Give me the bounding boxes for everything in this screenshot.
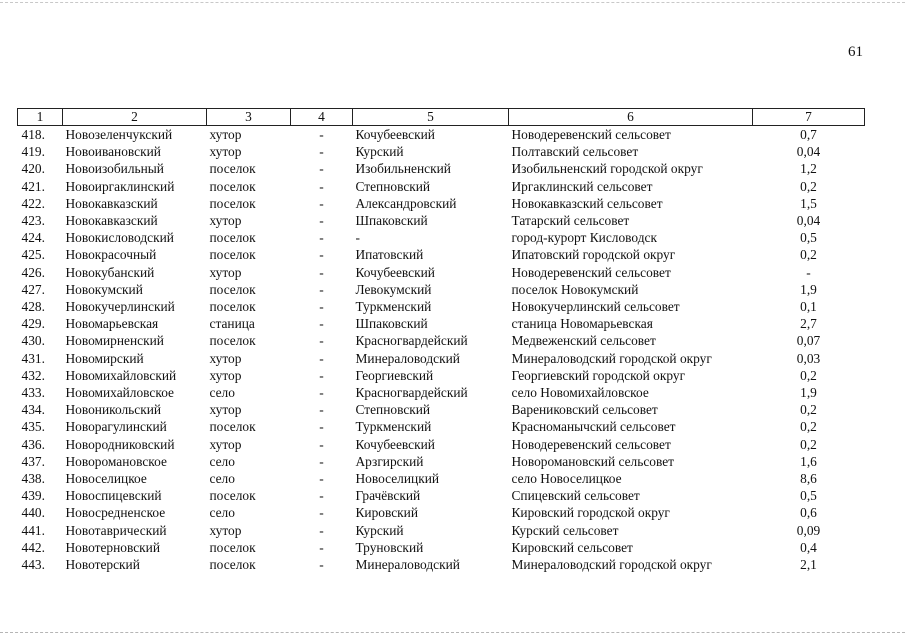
municipality-name: Новокавказский сельсовет [511,195,663,211]
municipality-name: Новодеревенский сельсовет [511,436,671,452]
table-row [18,367,865,384]
district-name: Красногвардейский [355,385,468,401]
settlement-type: поселок [209,419,256,435]
district-name: Кочубеевский [355,127,435,142]
row-number: 431. [21,350,45,366]
table-row [18,178,865,195]
header-col-4: 4 [291,109,353,126]
row-number: 433. [21,385,45,401]
value-cell: 0,6 [800,505,817,521]
district-name: Кочубеевский [355,436,435,452]
settlement-type: хутор [209,350,242,366]
district-name: Степновский [355,402,431,418]
table-row [18,195,865,212]
settlement-type: поселок [209,333,256,349]
table-row [18,453,865,470]
district-name: Минераловодский [355,350,460,366]
municipality-name: Полтавский сельсовет [511,144,639,160]
municipality-name: Ипатовский городской округ [511,247,676,263]
district-name: Александровский [355,195,457,211]
column-4-mark: - [319,453,324,469]
municipality-name: село Новомихайловское [511,385,649,401]
settlement-type: поселок [209,299,256,315]
district-name: Туркменский [355,299,432,315]
settlement-name: Новомихайловский [65,367,177,383]
municipality-name: станица Новомарьевская [511,316,653,332]
table-row [18,264,865,281]
table-row [18,401,865,418]
table-row [18,298,865,315]
municipality-name: Новодеревенский сельсовет [511,127,671,142]
row-number: 420. [21,161,45,177]
header-col-5: 5 [353,109,509,126]
column-4-mark: - [319,402,324,418]
district-name: Курский [355,144,404,160]
table-row [18,229,865,246]
value-cell: 0,04 [796,144,821,160]
settlement-name: Новоромановское [65,453,167,469]
value-cell: 0,1 [800,299,817,315]
settlement-name: Новомихайловское [65,385,174,401]
settlement-name: Новокавказский [65,195,158,211]
table-row [18,487,865,504]
district-name: Туркменский [355,419,432,435]
settlement-name: Новоиргаклинский [65,178,175,194]
column-4-mark: - [319,178,324,194]
column-4-mark: - [319,161,324,177]
settlement-type: хутор [209,367,242,383]
municipality-name: поселок Новокумский [511,281,639,297]
scan-edge-bottom [0,632,905,633]
municipality-name: Иргаклинский сельсовет [511,178,653,194]
settlement-type: село [209,453,235,469]
table-row [18,522,865,539]
district-name: Изобильненский [355,161,451,177]
row-number: 425. [21,247,45,263]
district-name: Арзгирский [355,453,424,469]
value-cell: 0,2 [800,178,817,194]
value-cell: 1,2 [800,161,817,177]
table-row [18,315,865,332]
value-cell: 0,2 [800,436,817,452]
settlement-name: Новокучерлинский [65,299,175,315]
value-cell: 0,4 [800,539,817,555]
table-row [18,212,865,229]
district-name: Красногвардейский [355,333,468,349]
municipality-name: Георгиевский городской округ [511,367,686,383]
page-number: 61 [848,44,863,60]
row-number: 440. [21,505,45,521]
value-cell: 0,09 [796,522,821,538]
column-4-mark: - [319,230,324,246]
municipality-name: город-курорт Кисловодск [511,230,657,246]
district-name: Степновский [355,178,431,194]
municipality-name: Медвеженский сельсовет [511,333,656,349]
settlement-name: Новокрасочный [65,247,157,263]
settlement-type: поселок [209,230,256,246]
settlement-type: поселок [209,247,256,263]
value-cell: 0,04 [796,213,821,229]
settlement-type: поселок [209,557,256,573]
column-4-mark: - [319,264,324,280]
column-4-mark: - [319,367,324,383]
settlement-name: Новомирский [65,350,144,366]
settlement-type: село [209,505,235,521]
municipality-name: Изобильненский городской округ [511,161,703,177]
value-cell: 0,2 [800,367,817,383]
table-row [18,470,865,487]
column-4-mark: - [319,247,324,263]
settlement-name: Новотерновский [65,539,160,555]
municipality-name: Кировский городской округ [511,505,670,521]
column-4-mark: - [319,350,324,366]
district-name: Кировский [355,505,419,521]
column-4-mark: - [319,299,324,315]
settlement-type: поселок [209,539,256,555]
column-4-mark: - [319,436,324,452]
settlement-type: хутор [209,402,242,418]
table-row [18,246,865,263]
header-col-3: 3 [207,109,291,126]
column-4-mark: - [319,333,324,349]
table-row [18,160,865,177]
municipality-name: Кировский сельсовет [511,539,633,555]
value-cell: 1,9 [800,385,817,401]
settlement-name: Новоивановский [65,144,161,160]
settlement-name: Новосредненское [65,505,166,521]
row-number: 423. [21,213,45,229]
column-4-mark: - [319,557,324,573]
settlement-type: поселок [209,488,256,504]
value-cell: - [806,264,811,280]
settlement-type: село [209,385,235,401]
district-name: Георгиевский [355,367,434,383]
municipality-name: Новодеревенский сельсовет [511,264,671,280]
settlement-name: Новоспицевский [65,488,162,504]
municipality-name: Татарский сельсовет [511,213,630,229]
table-row [18,281,865,298]
district-name: Шпаковский [355,316,428,332]
value-cell: 0,07 [796,333,821,349]
municipality-name: Варениковский сельсовет [511,402,658,418]
row-number: 419. [21,144,45,160]
row-number: 422. [21,195,45,211]
value-cell: 0,7 [800,127,817,142]
settlement-type: хутор [209,144,242,160]
municipality-name: Минераловодский городской округ [511,557,712,573]
row-number: 418. [21,127,45,142]
table-row [18,539,865,556]
row-number: 429. [21,316,45,332]
district-name: Грачёвский [355,488,421,504]
row-number: 432. [21,367,45,383]
row-number: 421. [21,178,45,194]
row-number: 435. [21,419,45,435]
district-name: Труновский [355,539,424,555]
settlement-type: хутор [209,264,242,280]
column-4-mark: - [319,195,324,211]
municipality-name: Красноманычский сельсовет [511,419,676,435]
column-4-mark: - [319,281,324,297]
value-cell: 2,7 [800,316,817,332]
header-col-7: 7 [753,109,865,126]
value-cell: 1,9 [800,281,817,297]
row-number: 434. [21,402,45,418]
settlement-type: хутор [209,213,242,229]
municipality-name: Курский сельсовет [511,522,619,538]
municipality-name: Минераловодский городской округ [511,350,712,366]
table-row [18,436,865,453]
value-cell: 0,2 [800,247,817,263]
column-4-mark: - [319,488,324,504]
column-4-mark: - [319,127,324,142]
settlement-name: Новомирненский [65,333,164,349]
settlement-name: Новотаврический [65,522,167,538]
column-4-mark: - [319,539,324,555]
settlement-name: Новотерский [65,557,140,573]
value-cell: 0,5 [800,488,817,504]
district-name: - [355,230,360,246]
settlement-name: Новокумский [65,281,143,297]
table-header [18,109,865,126]
column-4-mark: - [319,213,324,229]
column-4-mark: - [319,505,324,521]
settlement-type: поселок [209,281,256,297]
row-number: 430. [21,333,45,349]
row-number: 441. [21,522,45,538]
column-4-mark: - [319,522,324,538]
header-col-1: 1 [18,109,63,126]
table-row [18,350,865,367]
district-name: Левокумский [355,281,432,297]
settlement-name: Новоникольский [65,402,162,418]
row-number: 437. [21,453,45,469]
table-row [18,332,865,349]
settlement-name: Новорагулинский [65,419,167,435]
settlement-name: Новозеленчукский [65,127,173,142]
settlement-type: поселок [209,178,256,194]
settlement-type: поселок [209,161,256,177]
settlements-table [17,108,865,573]
value-cell: 8,6 [800,471,817,487]
value-cell: 0,2 [800,419,817,435]
municipality-name: Новокучерлинский сельсовет [511,299,680,315]
row-number: 427. [21,281,45,297]
value-cell: 0,2 [800,402,817,418]
settlement-name: Новокубанский [65,264,155,280]
settlement-type: поселок [209,195,256,211]
district-name: Минераловодский [355,557,460,573]
row-number: 442. [21,539,45,555]
value-cell: 2,1 [800,557,817,573]
district-name: Новоселицкий [355,471,440,487]
table-row [18,143,865,160]
table-row [18,418,865,435]
settlement-type: хутор [209,436,242,452]
settlement-name: Новомарьевская [65,316,159,332]
table-row [18,384,865,401]
settlement-type: станица [209,316,255,332]
settlement-name: Новородниковский [65,436,175,452]
municipality-name: село Новоселицкое [511,471,622,487]
settlement-type: хутор [209,522,242,538]
header-col-6: 6 [509,109,753,126]
row-number: 443. [21,557,45,573]
column-4-mark: - [319,385,324,401]
district-name: Ипатовский [355,247,424,263]
municipality-name: Новоромановский сельсовет [511,453,675,469]
municipality-name: Спицевский сельсовет [511,488,640,504]
value-cell: 1,6 [800,453,817,469]
header-col-2: 2 [63,109,207,126]
row-number: 436. [21,436,45,452]
header-row [18,109,865,126]
table-row [18,126,865,144]
value-cell: 0,5 [800,230,817,246]
column-4-mark: - [319,144,324,160]
district-name: Кочубеевский [355,264,435,280]
settlement-type: хутор [209,127,242,142]
table-body [18,126,865,574]
column-4-mark: - [319,316,324,332]
value-cell: 0,03 [796,350,821,366]
row-number: 426. [21,264,45,280]
scan-edge-top [0,2,905,3]
settlement-type: село [209,471,235,487]
settlement-name: Новокавказский [65,213,158,229]
row-number: 438. [21,471,45,487]
value-cell: 1,5 [800,195,817,211]
row-number: 439. [21,488,45,504]
row-number: 424. [21,230,45,246]
table-row [18,556,865,573]
column-4-mark: - [319,471,324,487]
district-name: Курский [355,522,404,538]
district-name: Шпаковский [355,213,428,229]
table-row [18,504,865,521]
row-number: 428. [21,299,45,315]
settlement-name: Новоизобильный [65,161,164,177]
settlement-name: Новоселицкое [65,471,147,487]
column-4-mark: - [319,419,324,435]
settlement-name: Новокисловодский [65,230,174,246]
